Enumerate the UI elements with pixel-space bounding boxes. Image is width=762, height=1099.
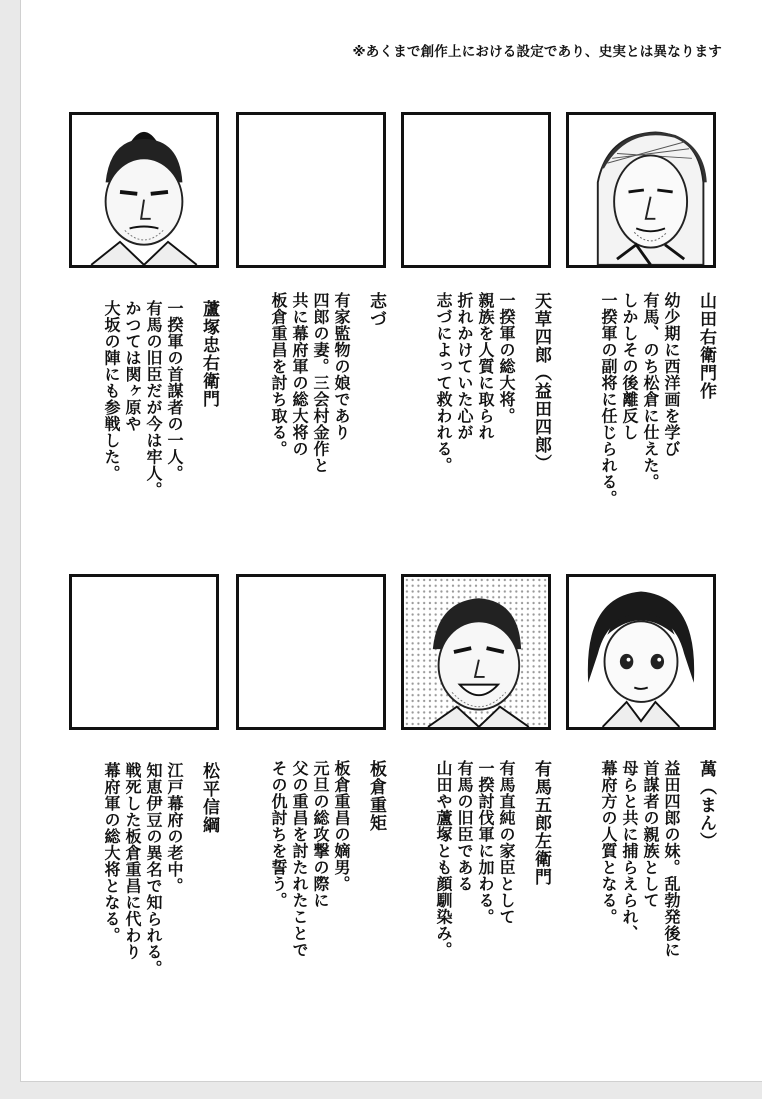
info-shizu [268, 292, 388, 552]
character-name: 山田右衛門作 [696, 292, 716, 400]
character-name: 松平信綱 [199, 762, 219, 834]
info-yamada [598, 292, 718, 552]
info-ashizuka [101, 300, 221, 560]
info-shigenori [268, 760, 388, 1020]
character-desc: 江戸幕府の老中。 知恵伊豆の異名で知られる。 戦死した板倉重昌に代わり 幕府軍の総大将となる。 [102, 762, 184, 977]
character-desc: 有家監物の娘であり 四郎の妻。三会村金作と 共に幕府軍の総大将の 板倉重昌を討ち取る。 [269, 292, 351, 474]
portrait-shigenori [236, 574, 386, 730]
character-name: 板倉重矩 [366, 760, 386, 832]
portrait-ashizuka [69, 112, 219, 268]
disclaimer-notice: ※あくまで創作上における設定であり、史実とは異なります [352, 44, 722, 60]
portrait-arima [401, 574, 551, 730]
portrait-man [566, 574, 716, 730]
character-desc: 一揆軍の首謀者の一人。 有馬の旧臣だが今は牢人。 かつては関ヶ原や 大坂の陣にも参戦した。 [102, 300, 184, 498]
character-name: 蘆塚忠右衛門 [199, 300, 219, 408]
character-desc: 益田四郎の妹。乱勃発後に 首謀者の親族として 母らと共に捕らえられ、 幕府方の人質となる。 [599, 760, 681, 958]
character-sheet-page [20, 0, 762, 1082]
character-name: 志づ [366, 292, 386, 328]
smiling-man-portrait-icon [404, 577, 548, 727]
character-desc: 有馬直純の家臣として 一揆討伐軍に加わる。 有馬の旧臣である 山田や蘆塚とも顔馴染み。 [434, 760, 516, 958]
info-nobutsuna [101, 762, 221, 1022]
character-desc: 幼少期に西洋画を学び 有馬、のち松倉に仕えた。 しかしその後離反し 一揆軍の副将に任じられる。 [599, 292, 681, 507]
character-name: 有馬五郎左衛門 [531, 760, 551, 886]
portrait-shizu [236, 112, 386, 268]
character-desc: 一揆軍の総大将。 親族を人質に取られ 折れかけていた心が 志づによって救われる。 [434, 292, 516, 474]
elderly-man-portrait-icon [569, 115, 713, 265]
samurai-portrait-icon [72, 115, 216, 265]
portrait-nobutsuna [69, 574, 219, 730]
girl-portrait-icon [569, 577, 713, 727]
character-desc: 板倉重昌の嫡男。 元旦の総攻撃の際に 父の重昌を討たれたことで その仇討ちを誓う。 [269, 760, 351, 958]
info-arima [433, 760, 553, 1020]
info-shiro [433, 292, 553, 552]
info-man [598, 760, 718, 1020]
character-name: 萬（まん） [696, 760, 716, 850]
portrait-shiro [401, 112, 551, 268]
portrait-yamada [566, 112, 716, 268]
character-name: 天草四郎（益田四郎） [531, 292, 551, 472]
